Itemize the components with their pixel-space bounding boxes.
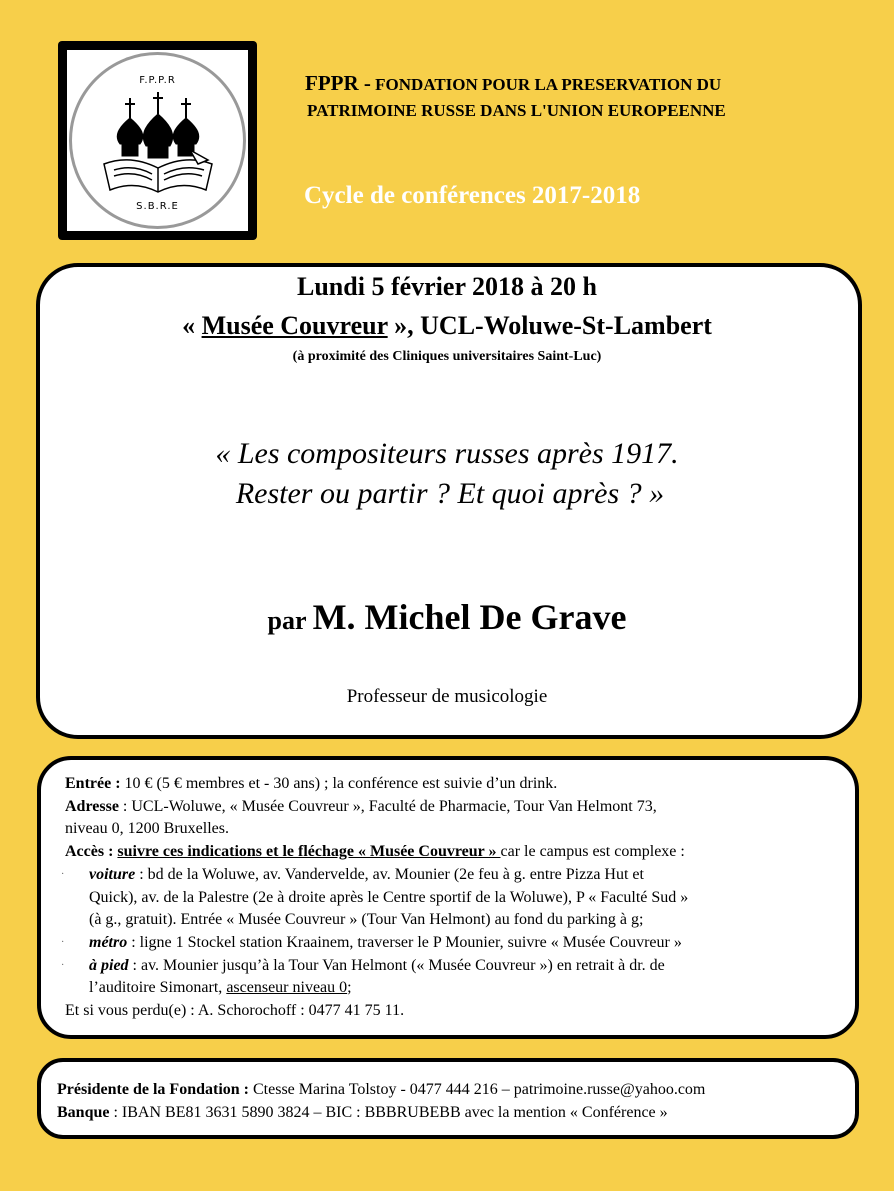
bullet-icon: ·	[61, 959, 65, 971]
banque-line	[57, 1101, 857, 1124]
logo-inner	[67, 50, 248, 231]
speaker-prefix: par	[267, 606, 313, 635]
pied-text2b: ascenseur niveau 0	[226, 979, 348, 997]
bullet-icon: ·	[61, 868, 65, 880]
talk-title	[0, 434, 894, 514]
bullet-icon: ·	[61, 936, 65, 948]
pied-label: à pied	[89, 956, 129, 974]
presidente-text: Ctesse Marina Tolstoy - 0477 444 216 – patrimoine.russe@yahoo.com	[249, 1081, 706, 1098]
logo-bottom-text: S.B.R.E	[136, 201, 179, 212]
practical-info	[61, 773, 850, 1023]
venue-proximity: (à proximité des Cliniques universitaires Saint-Luc)	[292, 349, 602, 364]
entree-line	[65, 773, 850, 796]
foundation-title	[305, 70, 885, 124]
footer-info	[57, 1078, 857, 1124]
pied-line2	[65, 977, 850, 1000]
acces-sep: :	[104, 843, 118, 861]
venue-rest: », UCL-Woluwe-St-Lambert	[387, 311, 712, 340]
acces-underlined: suivre ces indications et le fléchage « Musée Couvreur »	[117, 843, 501, 861]
metro-text: : ligne 1 Stockel station Kraainem, traverser le P Mounier, suivre « Musée Couvreur »	[127, 933, 682, 951]
pied-text2c: ;	[347, 979, 352, 997]
event-venue	[0, 311, 894, 341]
entree-label: Entrée :	[65, 775, 121, 792]
acces-line	[65, 841, 850, 864]
presidente-line	[57, 1078, 857, 1101]
voiture-line	[61, 864, 850, 887]
adresse-label: Adresse	[65, 797, 119, 815]
entree-text: 10 € (5 € membres et - 30 ans) ; la conférence est suivie d’un drink.	[120, 775, 558, 792]
metro-label: métro	[89, 933, 128, 951]
adresse-text: : UCL-Woluwe, « Musée Couvreur », Faculté de Pharmacie, Tour Van Helmont 73,	[118, 797, 657, 815]
voiture-text1: : bd de la Woluwe, av. Vandervelde, av. Mounier (2e feu à g. entre Pizza Hut et	[135, 865, 644, 883]
adresse-line2: niveau 0, 1200 Bruxelles.	[65, 820, 229, 838]
metro-line	[61, 932, 850, 955]
presidente-label: Présidente de la Fondation :	[57, 1081, 249, 1098]
venue-open-quote: «	[182, 311, 202, 340]
talk-title-line2: Rester ou partir ? Et quoi après ? »	[235, 477, 665, 510]
lost-line: Et si vous perdu(e) : A. Schorochoff : 0477 41 75 11.	[65, 1002, 405, 1020]
foundation-name-line1: FONDATION POUR LA PRESERVATION DU	[375, 75, 722, 94]
acces-text: car le campus est complexe :	[500, 843, 685, 861]
voiture-line2: Quick), av. de la Palestre (2e à droite après le Centre sportif de la Woluwe), P « Faculté Sud »	[89, 888, 689, 906]
talk-title-line1: « Les compositeurs russes après 1917.	[215, 437, 679, 470]
voiture-label: voiture	[89, 865, 136, 883]
logo-seal	[69, 52, 246, 229]
pied-text1: : av. Mounier jusqu’à la Tour Van Helmont (« Musée Couvreur ») en retrait à dr. de	[128, 956, 665, 974]
speaker	[0, 596, 894, 638]
banque-label: Banque	[57, 1104, 110, 1121]
speaker-title: Professeur de musicologie	[346, 686, 548, 707]
banque-text: : IBAN BE81 3631 5890 3824 – BIC : BBBRUBEBB avec la mention « Conférence »	[109, 1104, 668, 1121]
logo-top-text: F.P.P.R	[139, 75, 176, 86]
pied-line	[61, 955, 850, 978]
event-date: Lundi 5 février 2018 à 20 h	[297, 272, 597, 301]
logo	[58, 41, 257, 240]
foundation-name-line2: PATRIMOINE RUSSE DANS L'UNION EUROPEENNE	[307, 101, 726, 120]
church-domes-book-icon	[100, 90, 220, 200]
adresse-line	[65, 796, 850, 819]
pied-text2a: l’auditoire Simonart,	[89, 979, 227, 997]
acces-label: Accès	[65, 843, 105, 861]
voiture-line3: (à g., gratuit). Entrée « Musée Couvreur » (Tour Van Helmont) au fond du parking à g;	[89, 911, 644, 929]
speaker-name: M. Michel De Grave	[312, 597, 627, 637]
foundation-acronym: FPPR -	[305, 71, 371, 95]
venue-name: Musée Couvreur	[201, 311, 388, 340]
conference-cycle: Cycle de conférences 2017-2018	[304, 182, 641, 209]
